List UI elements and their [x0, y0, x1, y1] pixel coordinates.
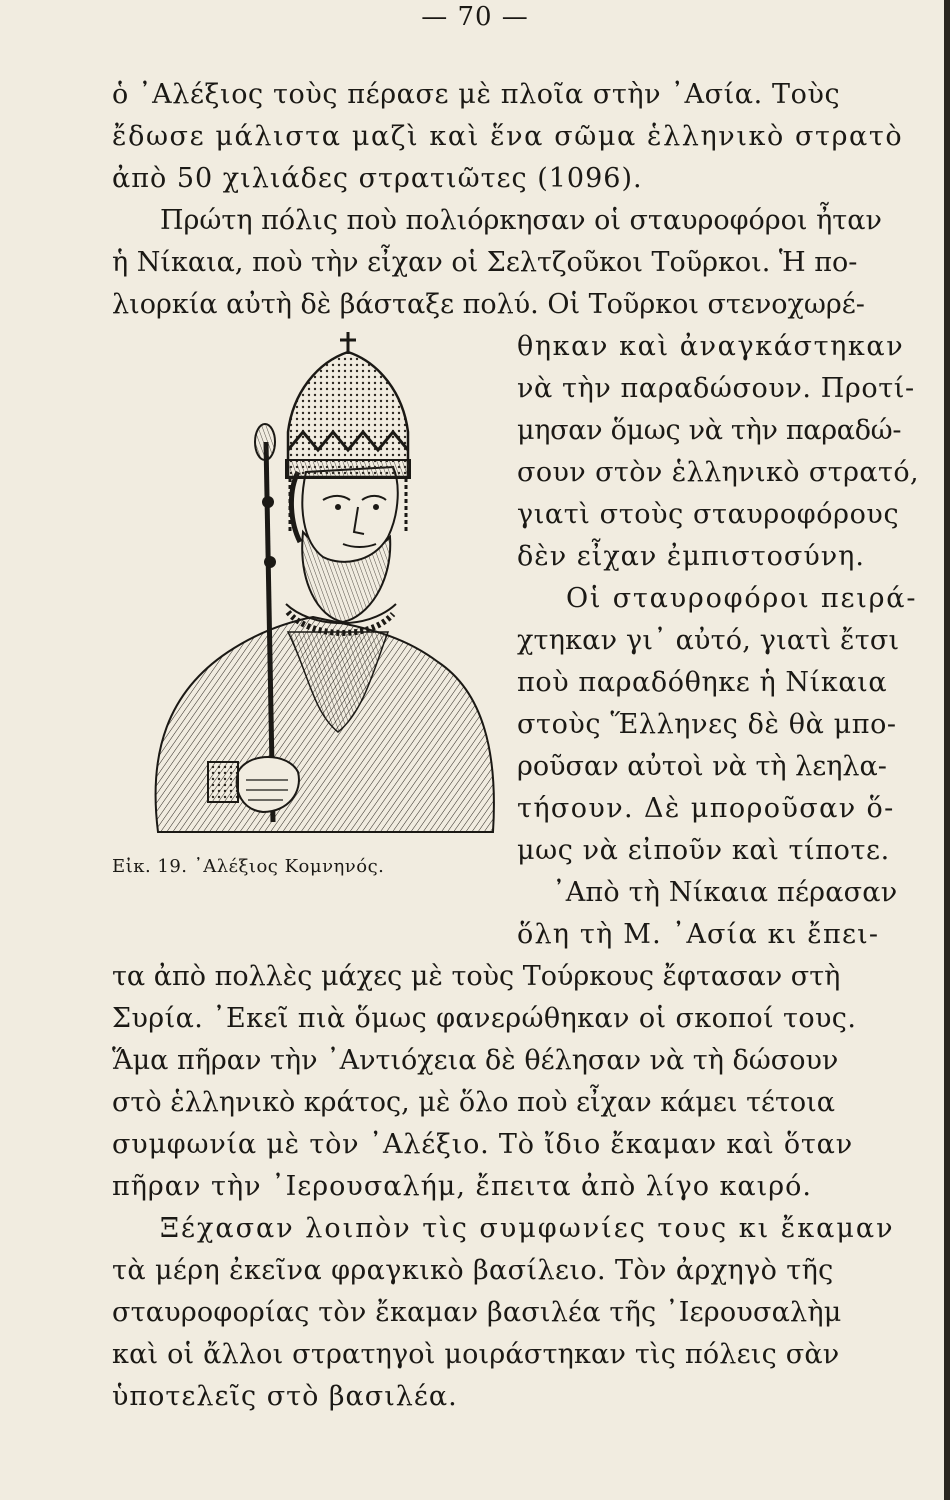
text-line: Οἱ σταυροφόροι πειρά-: [566, 583, 918, 614]
text-line: λιορκία αὐτὴ δὲ βάσταξε πολύ. Οἱ Τοῦρκοι στενοχωρέ-: [112, 289, 865, 320]
portrait-figure: [138, 332, 508, 852]
text-line: πῆραν τὴν ᾽Ιερουσαλήμ, ἔπειτα ἀπὸ λίγο καιρό.: [112, 1171, 812, 1202]
text-line: ὁ ᾽Αλέξιος τοὺς πέρασε μὲ πλοῖα στὴν ᾽Ασία. Τοὺς: [112, 79, 841, 110]
text-line: Πρώτη πόλις ποὺ πολιόρκησαν οἱ σταυροφόροι ἦταν: [160, 205, 882, 236]
text-line: σουν στὸν ἑλληνικὸ στρατό,: [517, 457, 919, 488]
text-line: τὰ μέρη ἐκεῖνα φραγκικὸ βασίλειο. Τὸν ἀρχηγὸ τῆς: [112, 1255, 834, 1286]
text-line: ὑποτελεῖς στὸ βασιλέα.: [112, 1381, 458, 1412]
page-edge: [944, 0, 950, 1500]
text-line: Ἅμα πῆραν τὴν ᾽Αντιόχεια δὲ θέλησαν νὰ τὴ δώσουν: [112, 1045, 839, 1076]
text-line: ᾽Απὸ τὴ Νίκαια πέρασαν: [552, 877, 898, 908]
text-line: ποὺ παραδόθηκε ἡ Νίκαια: [517, 667, 888, 698]
emperor-portrait-engraving: [138, 332, 508, 852]
text-line: συμφωνία μὲ τὸν ᾽Αλέξιο. Τὸ ἴδιο ἔκαμαν καὶ ὅταν: [112, 1129, 853, 1160]
text-line: γιατὶ στοὺς σταυροφόρους: [517, 499, 900, 530]
text-line: ἔδωσε μάλιστα μαζὶ καὶ ἕνα σῶμα ἑλληνικὸ στρατὸ: [112, 121, 904, 152]
text-line: σταυροφορίας τὸν ἔκαμαν βασιλέα τῆς ᾽Ιερουσαλὴμ: [112, 1297, 842, 1328]
text-line: μως νὰ εἰποῦν καὶ τίποτε.: [517, 835, 890, 866]
text-line: μησαν ὅμως νὰ τὴν παραδώ-: [517, 415, 902, 446]
text-line: ὅλη τὴ Μ. ᾽Ασία κι ἔπει-: [517, 919, 880, 950]
text-line: στοὺς Ἕλληνες δὲ θὰ μπο-: [517, 709, 897, 740]
text-line: χτηκαν γι᾽ αὐτό, γιατὶ ἔτσι: [517, 625, 900, 656]
text-line: τήσουν. Δὲ μποροῦσαν ὅ-: [517, 793, 895, 824]
page-number: — 70 —: [421, 2, 529, 32]
text-line: στὸ ἑλληνικὸ κράτος, μὲ ὅλο ποὺ εἶχαν κάμει τέτοια: [112, 1087, 836, 1118]
text-line: Συρία. ᾽Εκεῖ πιὰ ὅμως φανερώθηκαν οἱ σκοποί τους.: [112, 1003, 857, 1034]
text-line: καὶ οἱ ἄλλοι στρατηγοὶ μοιράστηκαν τὶς πόλεις σὰν: [112, 1339, 840, 1370]
text-line: τα ἀπὸ πολλὲς μάχες μὲ τοὺς Τούρκους ἔφτασαν στὴ: [112, 961, 841, 992]
text-line: νὰ τὴν παραδώσουν. Προτί-: [517, 373, 915, 404]
text-line: Ξέχασαν λοιπὸν τὶς συμφωνίες τους κι ἔκαμαν: [160, 1213, 895, 1244]
text-line: δὲν εἶχαν ἐμπιστοσύνη.: [517, 541, 865, 572]
text-line: ροῦσαν αὐτοὶ νὰ τὴ λεηλα-: [517, 751, 887, 782]
text-line: ἡ Νίκαια, ποὺ τὴν εἶχαν οἱ Σελτζοῦκοι Τοῦρκοι. Ἡ πο-: [112, 247, 858, 278]
figure-caption: Εἰκ. 19. ᾽Αλέξιος Κομνηνός.: [112, 856, 385, 877]
text-line: θηκαν καὶ ἀναγκάστηκαν: [517, 331, 905, 362]
text-line: ἀπὸ 50 χιλιάδες στρατιῶτες (1096).: [112, 163, 643, 194]
